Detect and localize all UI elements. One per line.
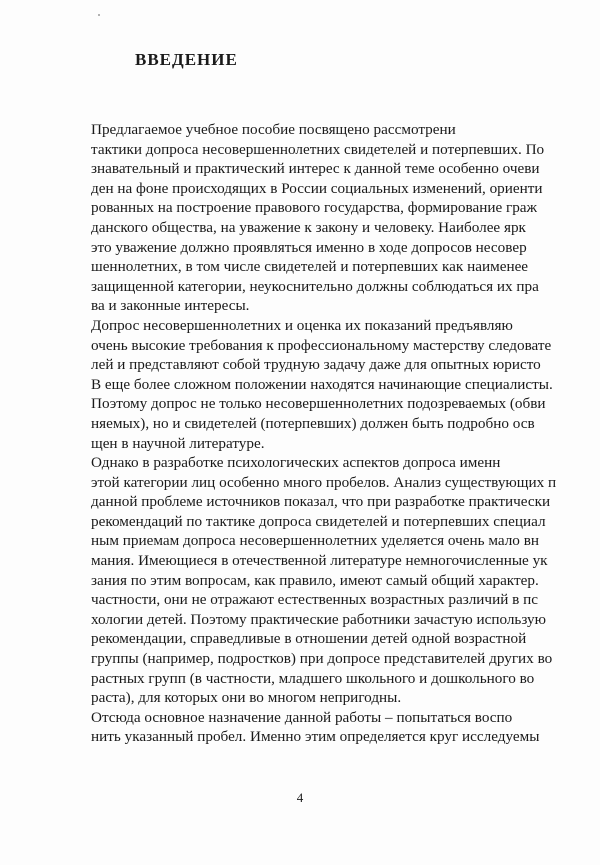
text-line: растных групп (в частности, младшего школьного и дошкольного во: [91, 669, 535, 687]
text-line: рованных на построение правового государства, формирование граж: [91, 199, 538, 217]
text-line: Предлагаемое учебное пособие посвящено рассмотрени: [91, 121, 456, 138]
paragraph-3: [91, 453, 600, 708]
text-line: В еще более сложном положении находятся начинающие специалисты.: [91, 375, 553, 393]
text-line: защищенной категории, неукоснительно должны соблюдаться их пра: [91, 277, 539, 295]
text-line: раста), для которых они во многом непригодны.: [91, 689, 402, 707]
text-line: няемых), но и свидетелей (потерпевших) должен быть подробно осв: [91, 414, 535, 432]
text-line: группы (например, подростков) при допросе представителей других во: [91, 650, 553, 668]
text-line: данского общества, на уважение к закону и человеку. Наиболее ярк: [91, 218, 526, 236]
text-line: очень высокие требования к профессиональному мастерству следовате: [91, 336, 552, 354]
page-title: ВВЕДЕНИЕ: [135, 50, 238, 69]
text-line: Допрос несовершеннолетних и оценка их показаний предъявляю: [91, 316, 513, 334]
text-line: ден на фоне происходящих в России социальных изменений, ориенти: [91, 179, 543, 197]
paragraph-2: [91, 316, 600, 453]
text-line: данной проблеме источников показал, что при разработке практически: [91, 493, 551, 511]
page-number: 4: [296, 790, 304, 805]
text-line: это уважение должно проявляться именно в ходе допросов несовер: [91, 238, 527, 256]
text-line: рекомендаций по тактике допроса свидетелей и потерпевших специал: [91, 512, 546, 530]
text-line: мания. Имеющиеся в отечественной литературе немногочисленные ук: [91, 552, 548, 570]
paragraph-4: [91, 708, 600, 747]
text-line: частности, они не отражают естественных возрастных различий в пс: [91, 591, 538, 609]
text-line: хологии детей. Поэтому практические работники зачастую использую: [91, 610, 546, 628]
text-line: шеннолетних, в том числе свидетелей и потерпевших как наименее: [91, 258, 529, 276]
paragraph-1: [91, 120, 600, 316]
text-line: Отсюда основное назначение данной работы – попытаться воспо: [91, 708, 513, 726]
text-line: щен в научной литературе.: [91, 434, 265, 452]
text-line: зания по этим вопросам, как правило, имеют самый общий характер.: [91, 571, 539, 589]
text-line: лей и представляют собой трудную задачу даже для опытных юристо: [91, 356, 541, 374]
text-line: знавательный и практический интерес к данной теме особенно очеви: [91, 160, 540, 178]
text-line: ным приемам допроса несовершеннолетних уделяется очень мало вн: [91, 532, 539, 550]
text-line: Поэтому допрос не только несовершеннолетних подозреваемых (обви: [91, 395, 546, 413]
body-text: [91, 120, 600, 747]
scan-speck: [98, 14, 100, 16]
text-line: рекомендации, справедливые в отношении детей одной возрастной: [91, 630, 527, 648]
text-line: Однако в разработке психологических аспектов допроса именн: [91, 454, 501, 472]
text-line: ва и законные интересы.: [91, 297, 250, 315]
text-line: тактики допроса несовершеннолетних свидетелей и потерпевших. По: [91, 140, 545, 158]
text-line: нить указанный пробел. Именно этим определяется круг исследуемы: [91, 728, 540, 746]
text-line: этой категории лиц особенно много пробелов. Анализ существующих п: [91, 473, 557, 491]
